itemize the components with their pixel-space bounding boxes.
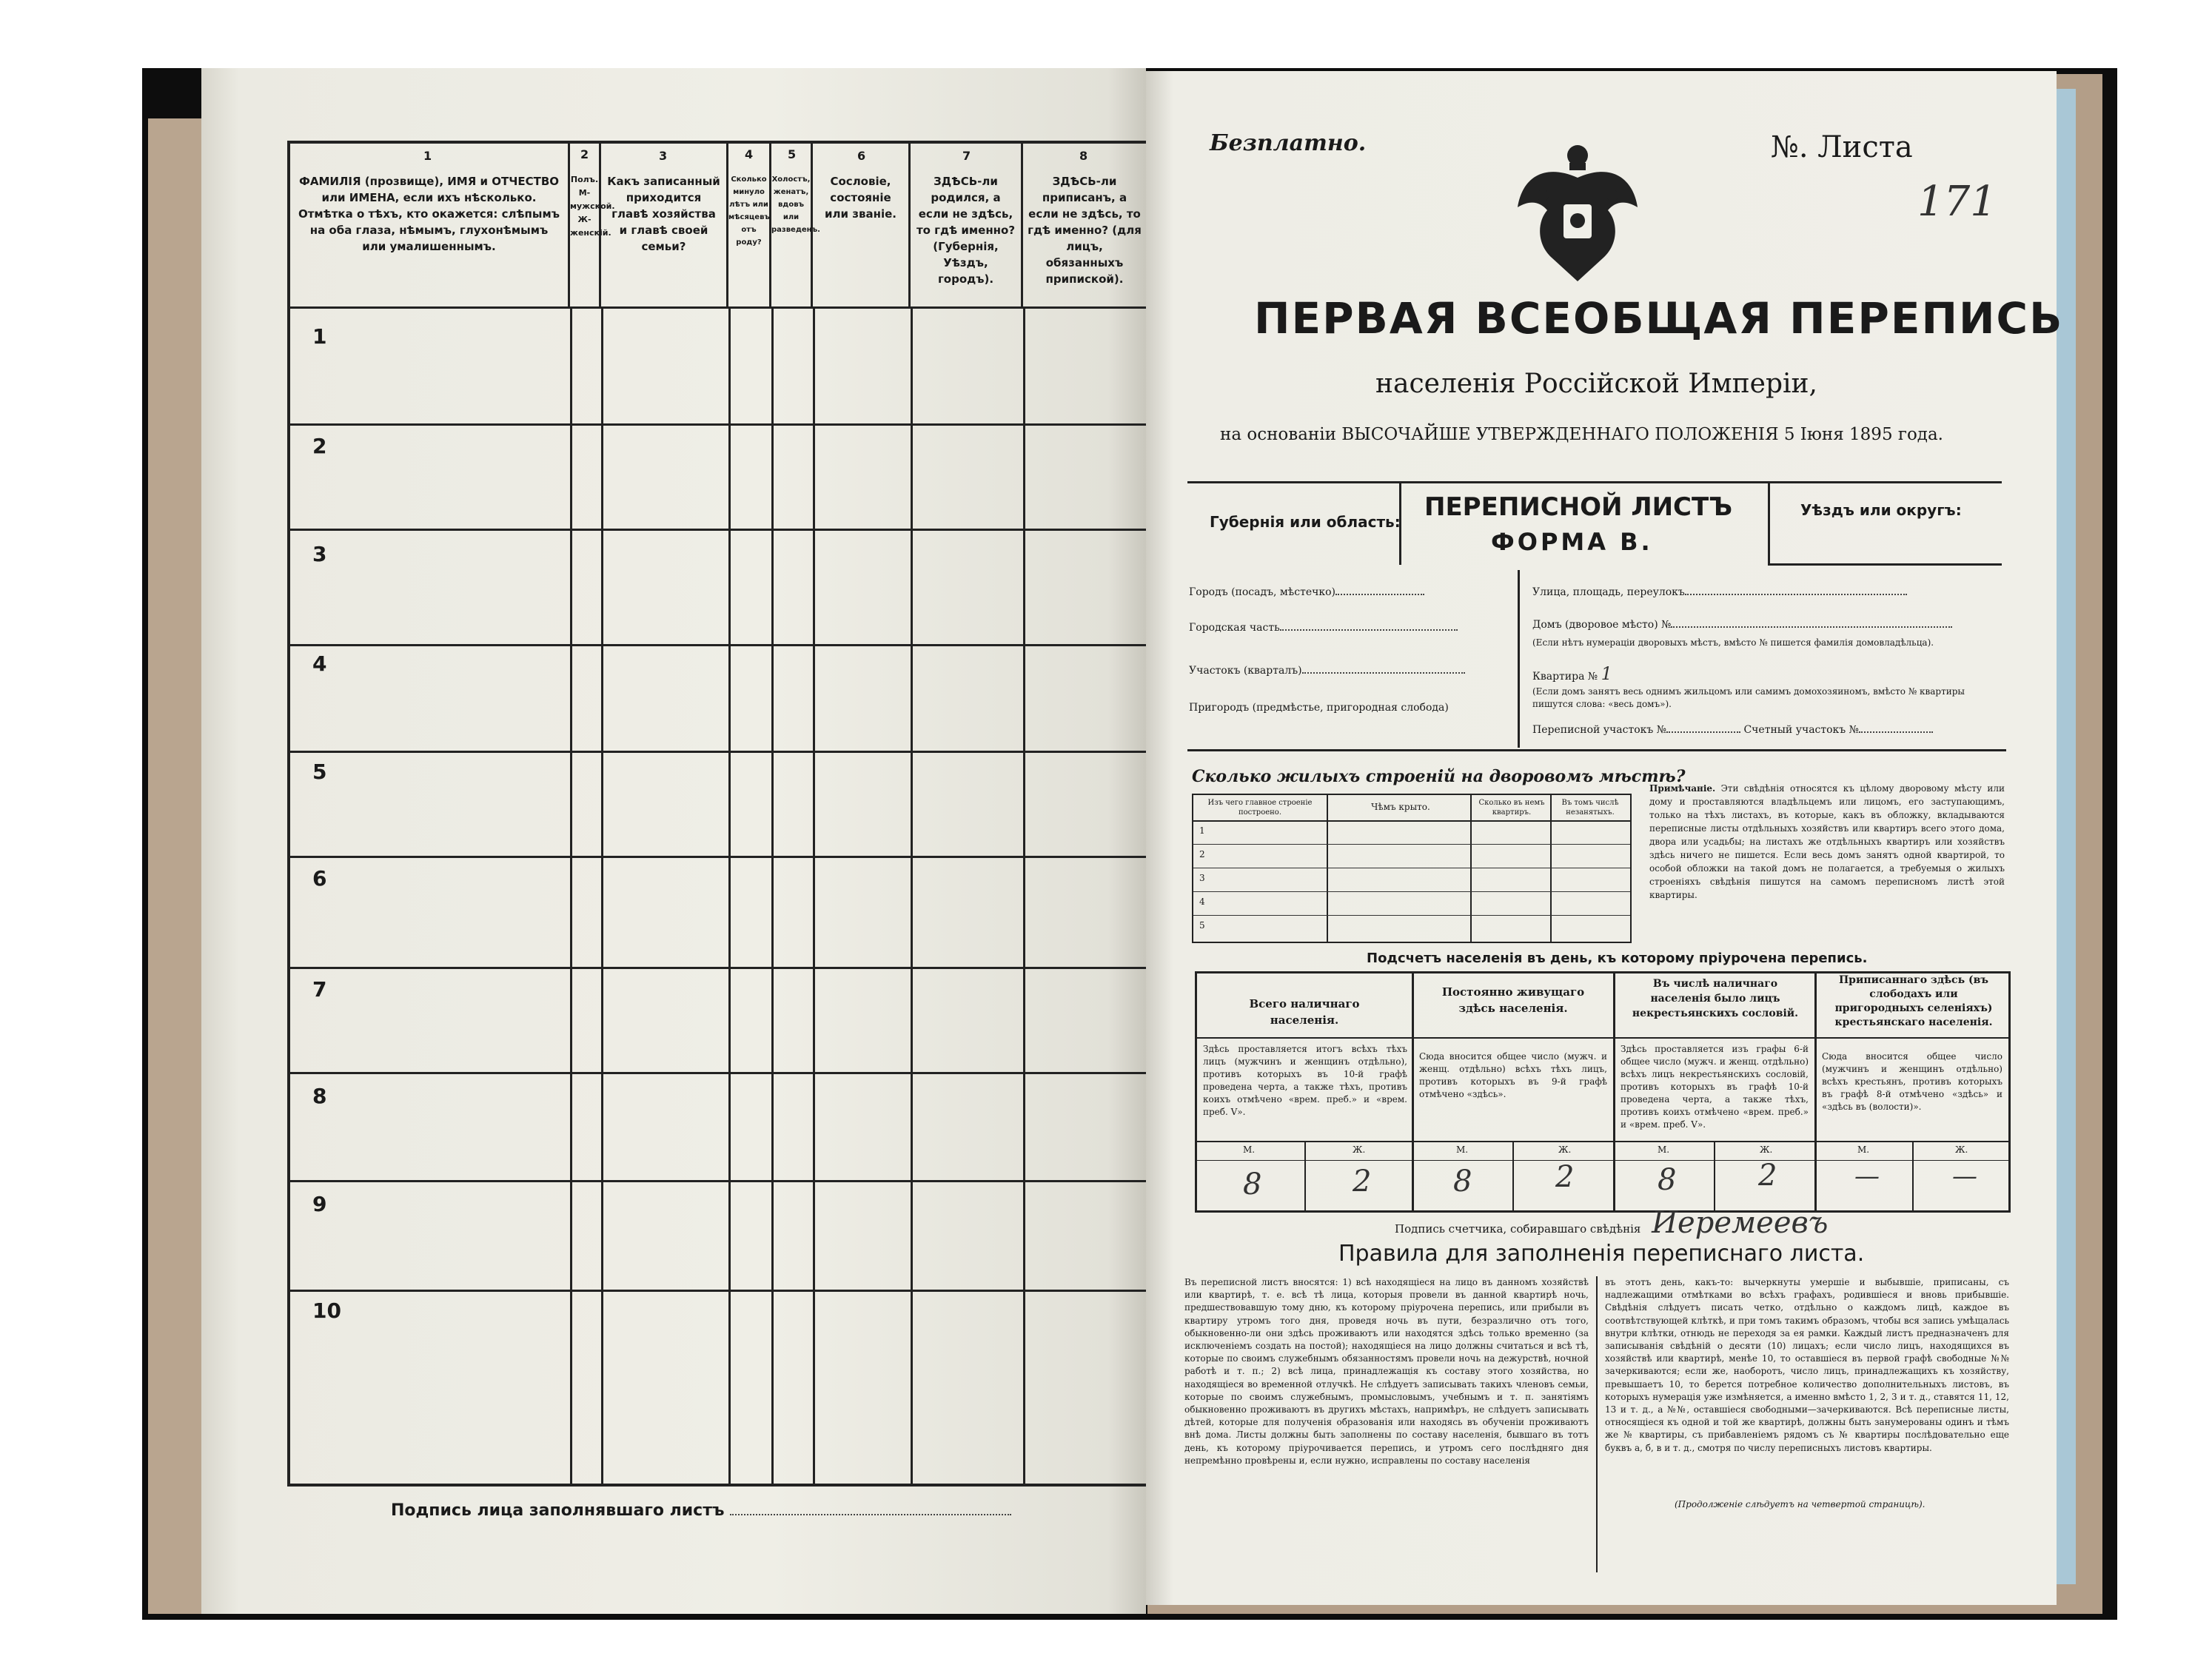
count-zh-value: 2 (1555, 1160, 1575, 1194)
row-number: 3 (312, 542, 327, 566)
counter-sign-label: Подпись счетчика, собиравшаго свѣдѣнія (1395, 1222, 1641, 1236)
col-text: Полъ. М-мужской. Ж-женскій. (570, 175, 615, 238)
count-divider (1197, 1037, 2008, 1039)
field-gorod-chast (1189, 620, 1507, 663)
count-m-value: 8 (1658, 1163, 1677, 1197)
form-header-bottom (1768, 563, 2002, 566)
buildings-col: Сколько въ немъ квартиръ. (1478, 799, 1545, 817)
count-desc-2: Сюда вносится общее число (мужч. и женщ. отдѣльно) всѣхъ тѣхъ лицъ, противъ которыхъ въ 9-й графѣ отмѣчено «здѣсь». (1419, 1051, 1607, 1099)
field-label: Городская часть (1189, 622, 1280, 634)
rules-left-column: Въ переписной листъ вносятся: 1) всѣ находящіеся на лицо въ данномъ хозяйствѣ или квартирѣ, т. е. всѣ тѣ лица, которыя провели въ данной квартирѣ ночь, предшествовавшую тому дню, къ которому пріурочена перепись, или прибыли въ квартиру утромъ того дня, проведя ночь въ пути, безразлично отъ того, обыкновенно-ли они здѣсь проживаютъ или находятся здѣсь только временно (за исключеніемъ создать на постой); находящіеся на лицо должны считаться и всѣ тѣ, которые по своимъ служебнымъ обязанностямъ провели ночь на дежурствѣ, ночной работѣ и т. п.; 2) всѣ лица, принадлежащія къ составу этого хозяйства, но находящіеся во временной отлучкѣ. Не слѣдуетъ записывать такихъ членовъ семьи, которые по своимъ служебнымъ, промысловымъ, учебнымъ и т. п. занятіямъ обыкновенно проживаютъ въ другихъ мѣстахъ, напримѣръ, не слѣдуетъ записывать дѣтей, которые для полученія образованія или находясь въ обученіи проживаютъ внѣ дома. Листы должны быть заполнены по составу населенія, бывшаго въ тотъ день, къ которому пріурочивается перепись, и утромъ сего послѣдняго дня непремѣнно провѣрены и, если нужно, исправлены по составу населенія (1184, 1277, 1589, 1466)
count-head-4: Приписаннаго здѣсь (въ слободахъ или пригородныхъ селеніяхъ) крестьянскаго населенія. (1834, 974, 1993, 1028)
count-vline (1814, 973, 1817, 1210)
row-divider (290, 529, 1149, 531)
row-divider (290, 751, 1149, 753)
buildings-col: Изъ чего главное строеніе построено. (1207, 799, 1313, 817)
m-label: М. (1456, 1144, 1469, 1155)
sheet-number-label (1771, 130, 1913, 164)
grid-vline (1023, 306, 1025, 1484)
col-8-header (1023, 144, 1146, 306)
row-number: 4 (312, 651, 327, 676)
row-number: 2 (312, 434, 327, 458)
col-text: ФАМИЛІЯ (прозвище), ИМЯ и ОТЧЕСТВО или ИМЕНА, если ихъ нѣсколько. Отмѣтка о тѣхъ, кто окажется: слѣпымъ на оба глаза, нѣмымъ, глухонѣмымъ или умалишеннымъ. (298, 175, 560, 253)
field-prigorod (1189, 700, 1507, 737)
col-text: Холостъ, женатъ, вдовъ или разведенъ. (771, 175, 820, 234)
count-zh-value: — (1952, 1162, 1977, 1191)
buildings-vline (1550, 795, 1552, 942)
count-desc-4: Сюда вносится общее число (мужчинъ и женщинъ отдѣльно) всѣхъ крестьянъ, противъ которыхъ въ графѣ 8-й отмѣчено «здѣсь» и «здѣсь въ (волости)». (1822, 1051, 2002, 1112)
census-subtitle: населенія Россійской Имперіи, (1375, 369, 1817, 399)
col-num: 8 (1079, 149, 1088, 163)
imperial-eagle-emblem (1515, 133, 1640, 289)
address-fields-left (1189, 585, 1507, 737)
row-number: 6 (312, 866, 327, 891)
count-split (1714, 1141, 1715, 1210)
col-num: 5 (788, 147, 797, 161)
count-title: Подсчетъ населенія въ день, къ которому пріурочена перепись. (1367, 951, 1868, 966)
rules-continuation: (Продолженіе слѣдуетъ на четвертой страницѣ). (1675, 1499, 1926, 1509)
buildings-vline (1327, 795, 1328, 942)
count-zh-value: 2 (1353, 1164, 1372, 1199)
col-7-header (911, 144, 1023, 306)
zh-label: Ж. (1558, 1144, 1572, 1155)
buildings-row-line (1193, 844, 1630, 845)
col-text: Какъ записанный приходится главѣ хозяйства и главѣ своей семьи? (607, 175, 720, 253)
buildings-vline (1470, 795, 1472, 942)
row-number: 8 (312, 1084, 327, 1108)
row-number: 7 (312, 977, 327, 1002)
uezd-label: Уѣздъ или округъ: (1800, 501, 1962, 519)
kvartira-value: 1 (1601, 663, 1612, 684)
col-5-header (771, 144, 820, 306)
zh-label: Ж. (1955, 1144, 1968, 1155)
col-text: ЗДѢСЬ-ли приписанъ, а если не здѣсь, то гдѣ именно? (для лицъ, обязанныхъ припиской). (1028, 175, 1142, 286)
note-text: Эти свѣдѣнія относятся къ цѣлому дворовому мѣсту или дому и проставляются владѣльцемъ или лицомъ, его заступающимъ, только на тѣхъ листахъ, въ которые, какъ въ обложку, вкладываются переписные листы отдѣльныхъ хозяйствъ или квартиръ всего этого дома, двора или усадьбы; на листахъ же отдѣльныхъ квартиръ или хозяйствъ здѣсь ничего не пишется. Если весь домъ занятъ одной квартирой, то особой обложки на такой домъ не полагается, а требуемыя о жилыхъ строеніяхъ свѣдѣнія пишутся на самомъ переписномъ листѣ этой квартиры. (1649, 783, 2005, 900)
count-divider (1197, 1141, 2008, 1142)
field-kvartira (1532, 663, 2006, 686)
col-text: ЗДѢСЬ-ли родился, а если не здѣсь, то гдѣ именно? (Губернія, Уѣздъ, городъ). (916, 175, 1016, 286)
count-zh-value: 2 (1758, 1159, 1777, 1193)
m-label: М. (1658, 1144, 1670, 1155)
note-head: Примѣчаніе. (1649, 783, 1716, 794)
form-header-divider (1399, 483, 1401, 565)
gubernia-label: Губернія или область: (1210, 513, 1401, 531)
field-label: Участокъ (кварталъ) (1189, 665, 1302, 677)
census-title: ПЕРВАЯ ВСЕОБЩАЯ ПЕРЕПИСЬ (1254, 293, 2064, 343)
col-4-header (728, 144, 771, 306)
field-uchastok (1189, 663, 1507, 700)
sheet-number-label-text: №. Листа (1771, 130, 1913, 164)
field-label: Переписной участокъ № (1532, 724, 1666, 736)
rules-title: Правила для заполненія переписнаго листа. (1338, 1241, 1865, 1267)
form-subtitle: ФОРМА В. (1491, 528, 1653, 556)
count-divider (1197, 1160, 2008, 1161)
row-divider (290, 967, 1149, 969)
buildings-col: Чѣмъ крыто. (1371, 802, 1430, 812)
col-6-header (813, 144, 911, 306)
m-label: М. (1243, 1144, 1256, 1155)
address-divider (1518, 570, 1520, 748)
field-dom (1532, 617, 2006, 637)
buildings-col: Въ томъ числѣ незанятыхъ. (1561, 799, 1619, 817)
col-2-header (570, 144, 615, 306)
buildings-row: 3 (1199, 873, 1205, 883)
grid-vline (771, 306, 774, 1484)
field-label: Счетный участокъ № (1743, 724, 1859, 736)
field-ulica (1532, 585, 2006, 617)
row-number: 5 (312, 760, 327, 784)
count-head-3: Въ числѣ наличнаго населенія было лицъ некрестьянскихъ сословій. (1632, 978, 1799, 1019)
field-gorod (1189, 585, 1507, 620)
free-label: Безплатно. (1210, 130, 1367, 156)
count-m-value: — (1854, 1162, 1880, 1191)
left-signature-label (391, 1501, 1011, 1520)
buildings-divider (1193, 820, 1630, 822)
grid-vline (570, 306, 572, 1484)
row-number: 1 (312, 324, 327, 349)
field-uchastki (1532, 723, 2006, 737)
address-bottom-line (1187, 749, 2006, 751)
count-head-1: Всего наличнаго населенія. (1249, 997, 1360, 1027)
field-label: Домъ (дворовое мѣсто) № (1532, 619, 1672, 631)
col-3-header (601, 144, 728, 306)
buildings-question: Сколько жилыхъ строеній на дворовомъ мѣстѣ? (1192, 767, 1686, 786)
count-m-value: 8 (1243, 1167, 1262, 1201)
row-divider (290, 644, 1149, 646)
col-num: 3 (659, 149, 668, 163)
count-desc-1: Здѣсь проставляется итогъ всѣхъ тѣхъ лицъ (мужчинъ и женщинъ отдѣльно), противъ которыхъ въ 10-й графѣ проведена черта, а также тѣхъ, противъ коихъ отмѣчено «врем. преб.» и «врем. преб. V». (1203, 1044, 1407, 1117)
buildings-row: 5 (1199, 920, 1205, 931)
row-divider (290, 856, 1149, 858)
row-divider (290, 1180, 1149, 1182)
col-num: 4 (745, 147, 754, 161)
field-kvartira-note: (Если домъ занятъ весь однимъ жильцомъ или самимъ домохозяиномъ, вмѣсто № квартиры пишутся слова: «весь домъ»). (1532, 686, 1965, 709)
buildings-row: 1 (1199, 825, 1205, 836)
buildings-row: 4 (1199, 896, 1205, 907)
census-basis: на основаніи ВЫСОЧАЙШЕ УТВЕРЖДЕННАГО ПОЛОЖЕНІЯ 5 Іюня 1895 года. (1220, 425, 1943, 444)
count-vline (1613, 973, 1615, 1210)
form-header-divider (1768, 483, 1770, 565)
grid-vline (728, 306, 731, 1484)
sheet-number-value: 171 (1917, 178, 1997, 226)
count-split (1912, 1141, 1914, 1210)
rules-divider (1596, 1276, 1598, 1572)
rules-right-column: въ этотъ день, какъ-то: вычеркнуты умершіе и выбывшіе, приписаны, съ надлежащими отмѣтками во всѣхъ графахъ, родившіеся и вновь прибывшіе. Свѣдѣнія слѣдуетъ писать четко, отдѣльно о каждомъ лицѣ, каждое въ соотвѣтствующей клѣткѣ, и при томъ такимъ образомъ, чтобы вся запись умѣщалась внутри клѣтки, отнюдь не переходя за ея рамки. Каждый листъ предназначенъ для записыванія свѣдѣній о десяти (10) лицахъ; если число лицъ, находящихся въ хозяйствѣ или квартирѣ, менѣе 10, то оставшіеся въ первой графѣ свободные №№ зачеркиваются; если же, наоборотъ, число лицъ, принадлежащихъ къ хозяйству, превышаетъ 10, то берется потребное количество дополнительныхъ листовъ, въ которыхъ нумерація уже измѣняется, а именно вмѣсто 1, 2, 3 и т. д., ставятся 11, 12, 13 и т. д., а №№, оставшіеся свободными—зачеркиваются. Всѣ переписные листы, относящіеся къ одной и той же квартирѣ, должны быть занумерованы одинъ и тѣмъ же № квартиры, съ прибавленіемъ рядомъ съ № квартиры послѣдовательно еще буквъ а, б, в и т. д., смотря по числу переписныхъ листовъ квартиры. (1605, 1277, 2009, 1453)
m-label: М. (1857, 1144, 1870, 1155)
row-divider (290, 423, 1149, 426)
zh-label: Ж. (1760, 1144, 1773, 1155)
buildings-row-line (1193, 915, 1630, 916)
count-vline (1412, 973, 1414, 1210)
field-label: Квартира № (1532, 671, 1598, 683)
form-title: ПЕРЕПИСНОЙ ЛИСТЪ (1424, 492, 1733, 522)
buildings-table (1192, 794, 1632, 943)
field-label: Улица, площадь, переулокъ (1532, 586, 1685, 598)
buildings-row: 2 (1199, 849, 1205, 859)
row-number: 9 (312, 1192, 327, 1216)
buildings-row-line (1193, 891, 1630, 892)
field-label: Городъ (посадъ, мѣстечко) (1189, 586, 1336, 598)
count-head-2: Постоянно живущаго здѣсь населенія. (1441, 985, 1585, 1015)
signature-label-text: Подпись лица заполнявшаго листъ (391, 1501, 725, 1520)
col-1-header (290, 144, 570, 306)
col-text: Сколько минуло лѣтъ или мѣсяцевъ отъ роду? (728, 175, 770, 247)
col-num: 2 (580, 147, 589, 161)
form-header-box (1187, 481, 2002, 566)
zh-label: Ж. (1353, 1144, 1366, 1155)
row-number: 10 (312, 1298, 341, 1323)
header-divider (290, 306, 1149, 309)
field-label: Пригородъ (предмѣстье, пригородная слобода) (1189, 702, 1449, 714)
counter-sign-value: Иеремеевъ (1652, 1206, 1829, 1240)
row-divider (290, 1290, 1149, 1292)
buildings-note (1649, 782, 2005, 902)
count-m-value: 8 (1453, 1164, 1472, 1199)
address-fields-right (1532, 585, 2006, 737)
col-num: 7 (962, 149, 971, 163)
count-split (1512, 1141, 1514, 1210)
census-grid (287, 141, 1152, 1487)
count-desc-3: Здѣсь проставляется изъ графы 6-й общее число (мужч. и женщ. отдѣльно) всѣхъ лицъ некрестьянскихъ сословій, противъ которыхъ въ графѣ 10-й проведена черта, а также тѣхъ, противъ коихъ отмѣчено «врем. преб.» и «врем. преб. V». (1621, 1044, 1809, 1130)
grid-vline (601, 306, 603, 1484)
col-text: Сословіе, состояніе или званіе. (825, 175, 896, 221)
col-num: 1 (423, 149, 432, 163)
count-split (1304, 1141, 1306, 1210)
grid-vline (911, 306, 913, 1484)
col-num: 6 (857, 149, 866, 163)
count-table (1195, 971, 2011, 1213)
row-divider (290, 1072, 1149, 1074)
counter-signature (1395, 1206, 1829, 1240)
signature-line (730, 1514, 1011, 1515)
field-dom-note: (Если нѣтъ нумераціи дворовыхъ мѣстъ, вмѣсто № пишется фамилія домовладѣльца). (1532, 637, 1934, 648)
grid-vline (813, 306, 815, 1484)
